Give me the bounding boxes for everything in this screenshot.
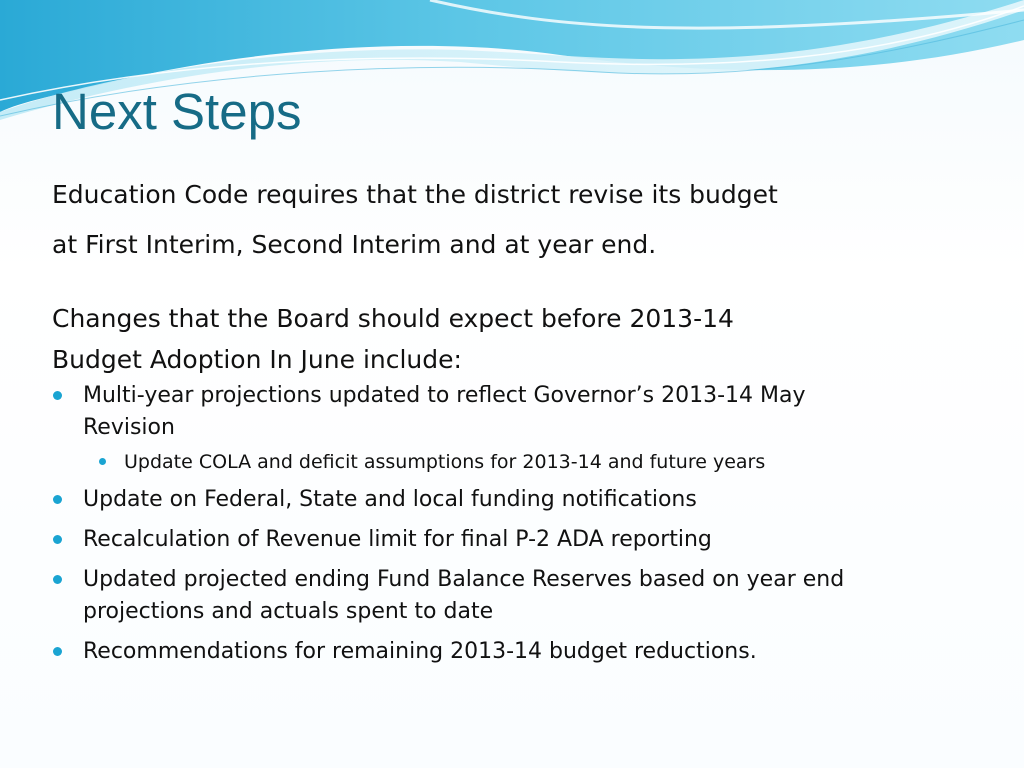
- changes-line: Budget Adoption In June include:: [52, 345, 462, 374]
- list-item-text: [83, 636, 982, 668]
- bullet-dot-icon: [53, 535, 62, 544]
- list-item-line: Recalculation of Revenue limit for final P-2 ADA reporting: [83, 527, 712, 552]
- bullet-dot-icon: [53, 575, 62, 584]
- list-item: [52, 564, 982, 628]
- list-item: [52, 380, 982, 476]
- bullet-list: [52, 380, 982, 668]
- changes-paragraph: [52, 298, 982, 380]
- intro-paragraph: [52, 170, 982, 270]
- slide-body: [52, 170, 982, 668]
- list-item-line: Multi-year projections updated to reflect Governor’s 2013-14 May: [83, 383, 806, 408]
- intro-line: at First Interim, Second Interim and at year end.: [52, 230, 657, 259]
- changes-line: Changes that the Board should expect before 2013-14: [52, 304, 734, 333]
- list-item-text: [83, 484, 982, 516]
- list-item-line: Recommendations for remaining 2013-14 budget reductions.: [83, 639, 757, 664]
- list-item-line: Update on Federal, State and local funding notifications: [83, 487, 697, 512]
- intro-line: Education Code requires that the district revise its budget: [52, 180, 778, 209]
- slide-title: Next Steps: [52, 83, 302, 140]
- list-item: [52, 484, 982, 516]
- bullet-dot-icon: [53, 391, 62, 400]
- sub-list-item-text: Update COLA and deficit assumptions for 2013-14 and future years: [124, 451, 766, 473]
- bullet-dot-icon: [53, 495, 62, 504]
- sub-list-item: [83, 448, 982, 476]
- list-item: [52, 636, 982, 668]
- list-item-text: [83, 380, 982, 444]
- list-item-line: Updated projected ending Fund Balance Reserves based on year end: [83, 567, 845, 592]
- list-item-line: Revision: [83, 415, 175, 440]
- list-item-line: projections and actuals spent to date: [83, 599, 494, 624]
- list-item-text: [83, 564, 982, 628]
- list-item-text: [83, 524, 982, 556]
- list-item: [52, 524, 982, 556]
- bullet-dot-icon: [53, 647, 62, 656]
- bullet-dot-icon: [99, 458, 106, 465]
- sub-bullet-list: [83, 448, 982, 476]
